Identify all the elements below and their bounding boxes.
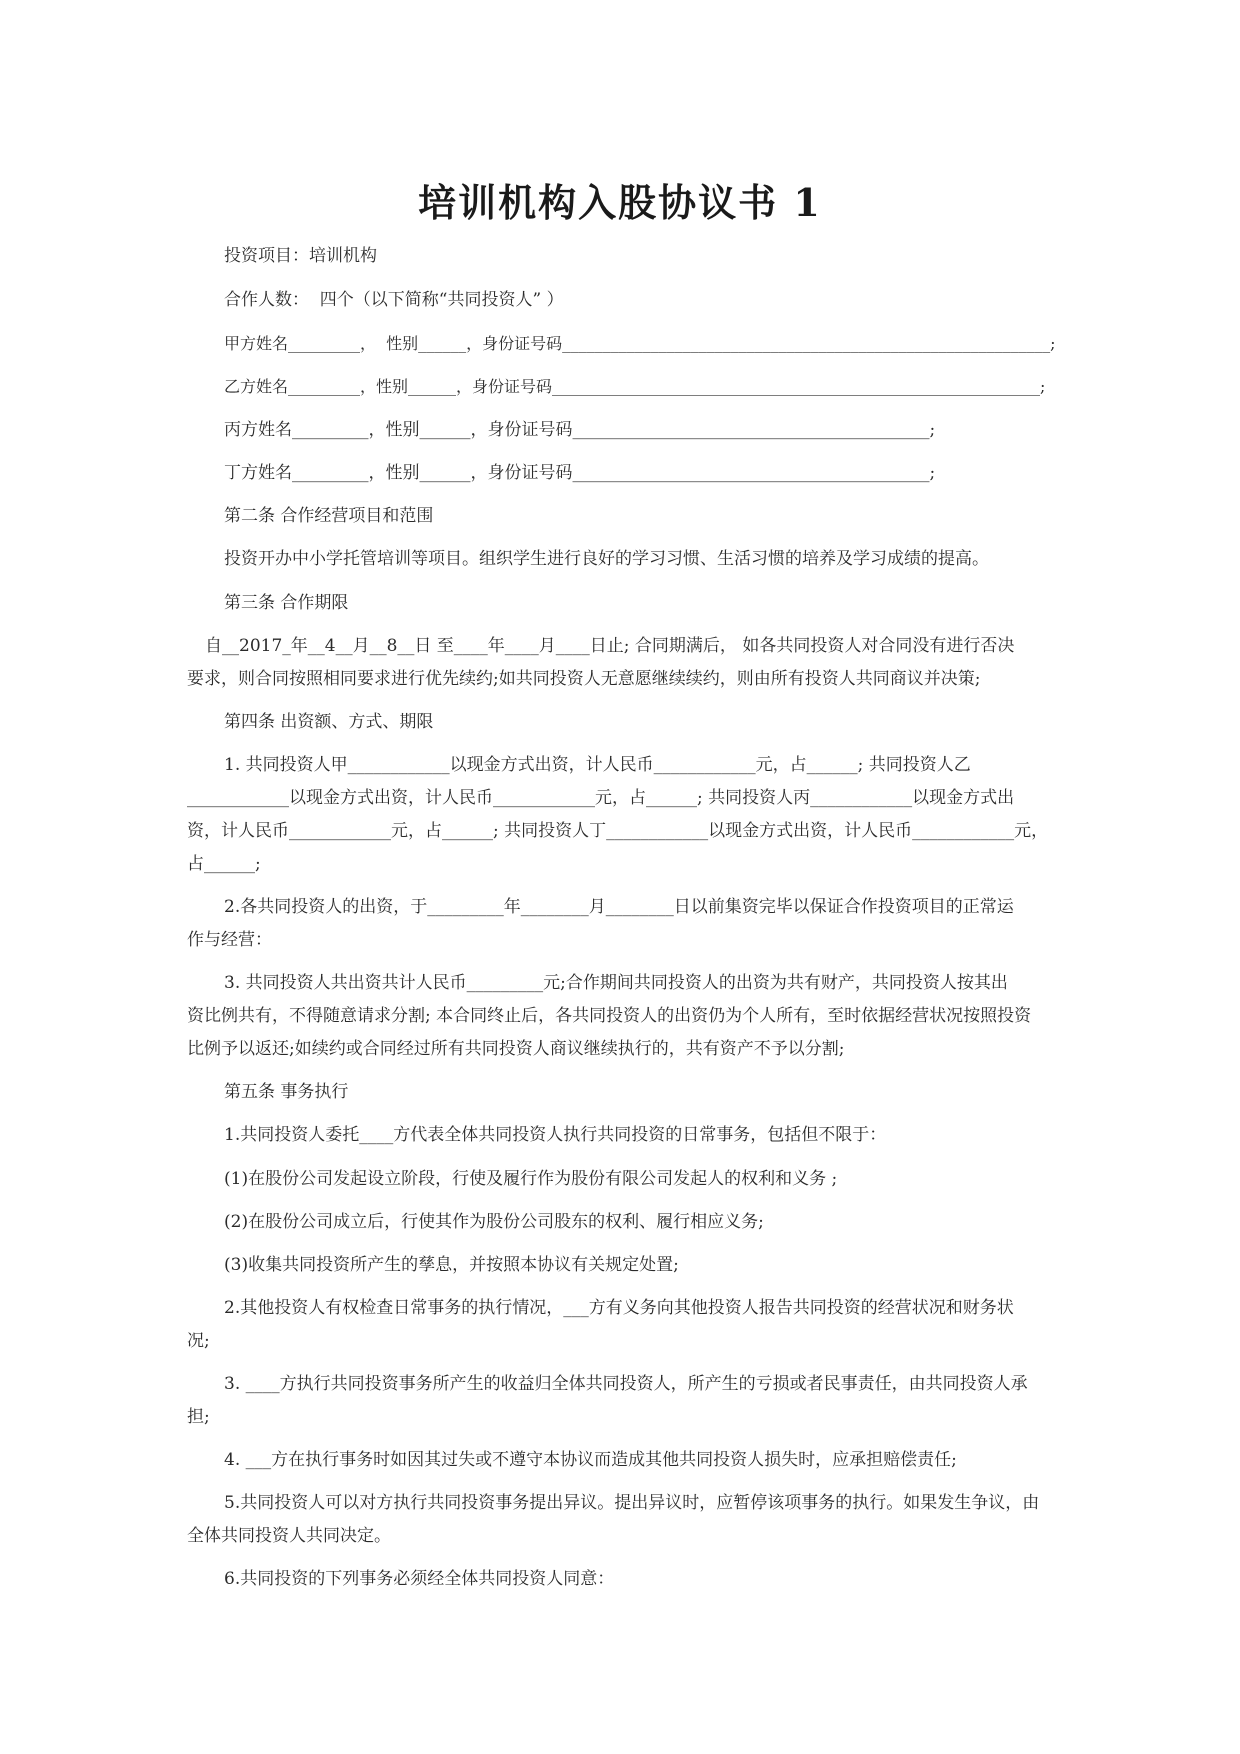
article-2-body: 投资开办中小学托管培训等项目。组织学生进行良好的学习习惯、生活习惯的培养及学习成绩的提高。 — [224, 549, 989, 569]
article-5-item-3-line-1: 3. ____方执行共同投资事务所产生的收益归全体共同投资人，所产生的亏损或者民事责任，由共同投资人承 — [224, 1374, 1028, 1394]
article-3-body-1: 自__2017_年__4__月__8__日 至____年____月____日止; 合同期满后， 如各共同投资人对合同没有进行否决 — [205, 636, 1015, 656]
article-4-heading: 第四条 出资额、方式、期限 — [224, 712, 434, 732]
article-5-item-5-line-1: 5.共同投资人可以对方执行共同投资事务提出异议。提出异议时，应暂停该项事务的执行。如果发生争议，由 — [224, 1493, 1040, 1513]
article-4-item-3-line-2: 资比例共有，不得随意请求分割; 本合同终止后，各共同投资人的出资仍为个人所有，至时依据经营状况按照投资 — [187, 1006, 1032, 1026]
party-d-line: 丁方姓名_________，性别______，身份证号码__________________________________________; — [224, 463, 936, 483]
article-4-item-3-line-3: 比例予以返还;如续约或合同经过所有共同投资人商议继续执行的，共有资产不予以分割; — [187, 1039, 845, 1059]
article-5-item-1-sub-1: (1)在股份公司发起设立阶段，行使及履行作为股份有限公司发起人的权利和义务 ; — [224, 1169, 838, 1189]
article-4-item-2-line-1: 2.各共同投资人的出资，于_________年________月________日以前集资完毕以保证合作投资项目的正常运 — [224, 897, 1014, 917]
article-5-item-4: 4. ___方在执行事务时如因其过失或不遵守本协议而造成其他共同投资人损失时，应承担赔偿责任; — [224, 1450, 957, 1470]
article-5-item-6: 6.共同投资的下列事务必须经全体共同投资人同意： — [224, 1569, 615, 1589]
article-4-item-3-line-1: 3. 共同投资人共出资共计人民币_________元;合作期间共同投资人的出资为共有财产，共同投资人按其出 — [224, 973, 1008, 993]
document-title: 培训机构入股协议书 1 — [418, 180, 822, 225]
article-5-item-2-line-1: 2.其他投资人有权检查日常事务的执行情况，___方有义务向其他投资人报告共同投资的经营状况和财务状 — [224, 1298, 1014, 1318]
article-4-item-1-line-2: ____________以现金方式出资，计人民币____________元，占______; 共同投资人丙____________以现金方式出 — [187, 788, 1015, 808]
article-5-item-1-sub-3: (3)收集共同投资所产生的孳息，并按照本协议有关规定处置; — [224, 1255, 679, 1275]
party-b-line: 乙方姓名_________，性别______，身份证号码_____________________________________________________________; — [224, 377, 1046, 396]
article-2-heading: 第二条 合作经营项目和范围 — [224, 506, 434, 526]
article-4-item-1-line-1: 1. 共同投资人甲____________以现金方式出资，计人民币____________元，占______; 共同投资人乙 — [224, 755, 971, 775]
article-4-item-1-line-4: 占______; — [187, 854, 261, 874]
article-5-item-3-line-2: 担; — [187, 1407, 210, 1427]
party-a-line: 甲方姓名_________， 性别______，身份证号码_____________________________________________________________; — [224, 334, 1056, 353]
article-4-item-1-line-3: 资，计人民币____________元，占______; 共同投资人丁____________以现金方式出资，计人民币____________元， — [187, 821, 1049, 841]
article-5-heading: 第五条 事务执行 — [224, 1082, 349, 1102]
article-3-heading: 第三条 合作期限 — [224, 593, 349, 613]
article-5-item-1: 1.共同投资人委托____方代表全体共同投资人执行共同投资的日常事务，包括但不限于： — [224, 1125, 887, 1145]
partners-count-line: 合作人数： 四个（以下简称“共同投资人” ） — [224, 290, 564, 310]
party-c-line: 丙方姓名_________，性别______，身份证号码__________________________________________; — [224, 420, 936, 440]
article-4-item-2-line-2: 作与经营： — [187, 930, 272, 950]
article-3-body-2: 要求，则合同按照相同要求进行优先续约;如共同投资人无意愿继续续约，则由所有投资人共同商议并决策; — [187, 669, 981, 689]
project-line: 投资项目：培训机构 — [224, 246, 377, 266]
article-5-item-1-sub-2: (2)在股份公司成立后，行使其作为股份公司股东的权利、履行相应义务; — [224, 1212, 764, 1232]
article-5-item-2-line-2: 况; — [187, 1331, 210, 1351]
article-5-item-5-line-2: 全体共同投资人共同决定。 — [187, 1526, 391, 1546]
